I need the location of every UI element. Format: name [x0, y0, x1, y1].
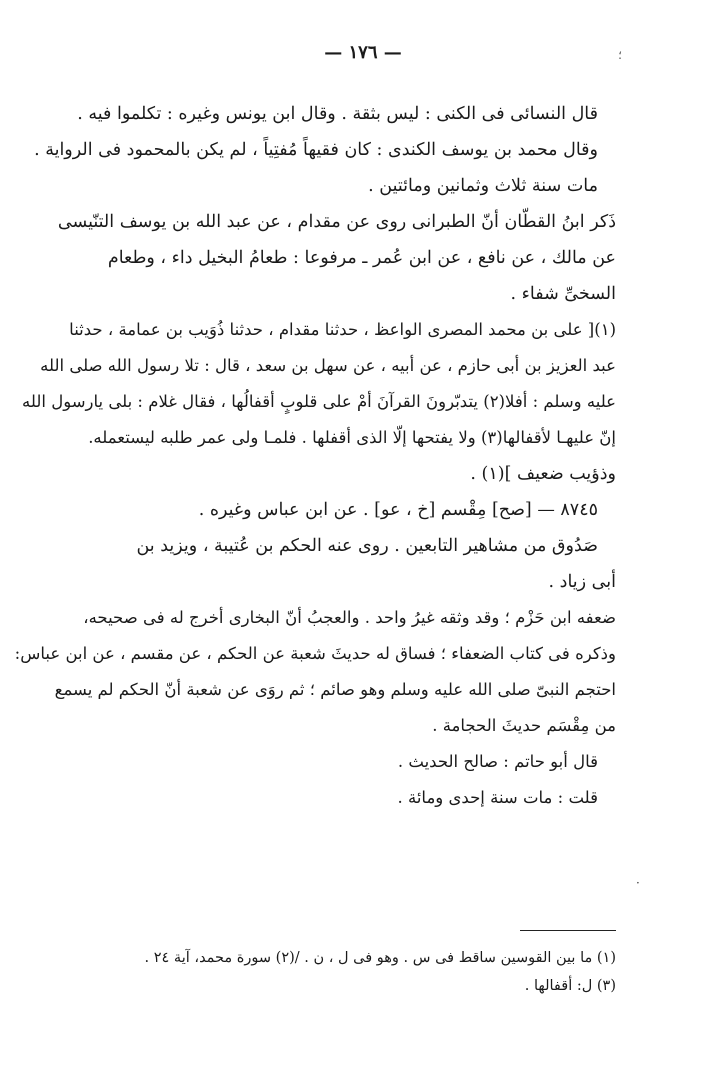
page-number: — ١٧٦ — — [324, 42, 402, 63]
text-line: قلت : مات سنة إحدى ومائة . — [397, 788, 598, 807]
text-line: قال أبو حاتم : صالح الحديث . — [397, 752, 598, 771]
text-line: السخىِّ شفاء . — [510, 284, 616, 304]
text-line: مات سنة ثلاث وثمانين ومائتين . — [368, 176, 598, 196]
text-line: وذؤيب ضعيف ](١) . — [470, 464, 616, 484]
text-line: (١)[ على بن محمد المصرى الواعظ ، حدثنا مقدام ، حدثنا ذُوَيب بن عمامة ، حدثنا — [69, 320, 616, 339]
text-line: ضعفه ابن حَزْم ؛ وقد وثقه غيرُ واحد . والعجبُ أنّ البخارى أخرج له فى صحيحه، — [83, 608, 616, 627]
footnote: (٣) ل: أقفالها . — [524, 978, 616, 994]
text-line: صَدُوق من مشاهير التابعين . روى عنه الحكم بن عُتيبة ، ويزيد بن — [136, 536, 598, 556]
footnotes — [100, 944, 616, 1000]
text-line: قال النسائى فى الكنى : ليس بثقة . وقال ابن يونس وغيره : تكلموا فيه . — [77, 104, 598, 124]
text-line: أبى زياد . — [548, 572, 616, 592]
text-line: وقال محمد بن يوسف الكندى : كان فقيهاً مُفتِياً ، لم يكن بالمحمود فى الرواية . — [34, 140, 598, 160]
corner-mark: ؛ — [618, 48, 622, 62]
main-text — [14, 96, 616, 816]
text-line: ذَكر ابنُ القطّان أنّ الطبرانى روى عن مقدام ، عن عبد الله بن يوسف التنّيسى — [57, 212, 616, 232]
text-line: عليه وسلم : أفلا(٢) يتدبّرونَ القرآنَ أمْ على قلوبٍ أقفالُها ، فقال غلام : بلى يارسول الله — [22, 392, 616, 411]
stray-mark: · — [636, 876, 640, 890]
footnote: (١) ما بين القوسين ساقط فى س . وهو فى ل ، ن . /(٢) سورة محمد، آية ٢٤ . — [144, 950, 616, 966]
footnote-divider — [520, 930, 616, 931]
entry-heading: ٨٧٤٥ — [صح] مِقْسم [خ ، عو] . عن ابن عباس وغيره . — [198, 500, 598, 520]
text-line: عن مالك ، عن نافع ، عن ابن عُمر ـ مرفوعا : طعامُ البخيل داء ، وطعام — [107, 248, 616, 268]
text-line: احتجم النبىّ صلى الله عليه وسلم وهو صائم ؛ ثم روَى عن شعبة أنّ الحكم لم يسمع — [54, 680, 616, 699]
text-line: عبد العزيز بن أبى حازم ، عن أبيه ، عن سهل بن سعد ، قال : تلا رسول الله صلى الله — [40, 356, 616, 375]
text-line: من مِقْسَم حديثَ الحجامة . — [432, 716, 616, 735]
text-line: وذكره فى كتاب الضعفاء ؛ فساق له حديثَ شعبة عن الحكم ، عن مقسم ، عن ابن عباس: — [14, 644, 616, 663]
text-line: إنّ عليهـا لأقفالها(٣) ولا يفتحها إلّا الذى أقفلها . فلمـا ولى عمر طلبه ليستعمله. — [88, 428, 616, 447]
